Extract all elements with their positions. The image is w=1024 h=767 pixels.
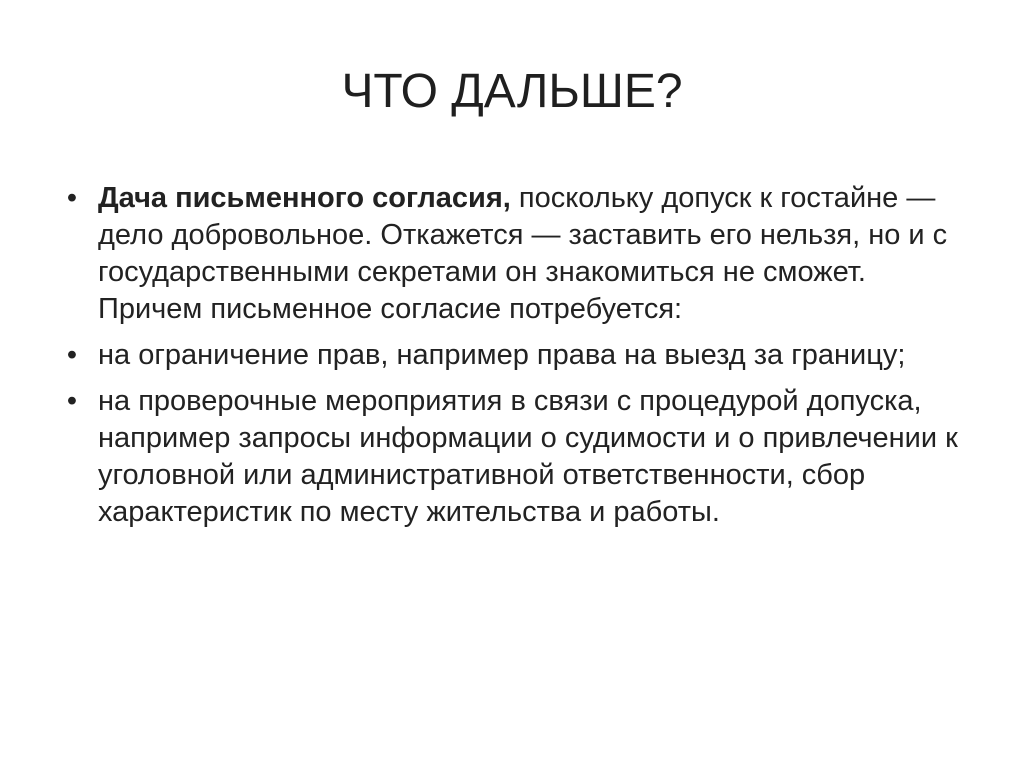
- bullet-list: [62, 180, 972, 540]
- slide-title: ЧТО ДАЛЬШЕ?: [341, 65, 683, 118]
- bullet-bold-text: Дача письменного согласия,: [98, 182, 511, 214]
- bullet-icon: •: [66, 385, 78, 417]
- bullet-item: [62, 180, 972, 328]
- bullet-item: [62, 383, 972, 531]
- bullet-text: на проверочные мероприятия в связи с процедурой допуска, например запросы информации о судимости и о привлечении к уголовной или административной ответственности, сбор характеристик по месту жительства и работы.: [98, 385, 958, 528]
- bullet-icon: •: [66, 182, 78, 214]
- bullet-text: поскольку допуск к гостайне — дело добровольное. Откажется — заставить его нельзя, но и с государственными секретами он знакомиться не сможет. Причем письменное согласие потребуется:: [98, 182, 948, 325]
- bullet-icon: •: [66, 339, 78, 371]
- bullet-text: на ограничение прав, например права на выезд за границу;: [98, 339, 906, 371]
- bullet-item: [62, 337, 972, 374]
